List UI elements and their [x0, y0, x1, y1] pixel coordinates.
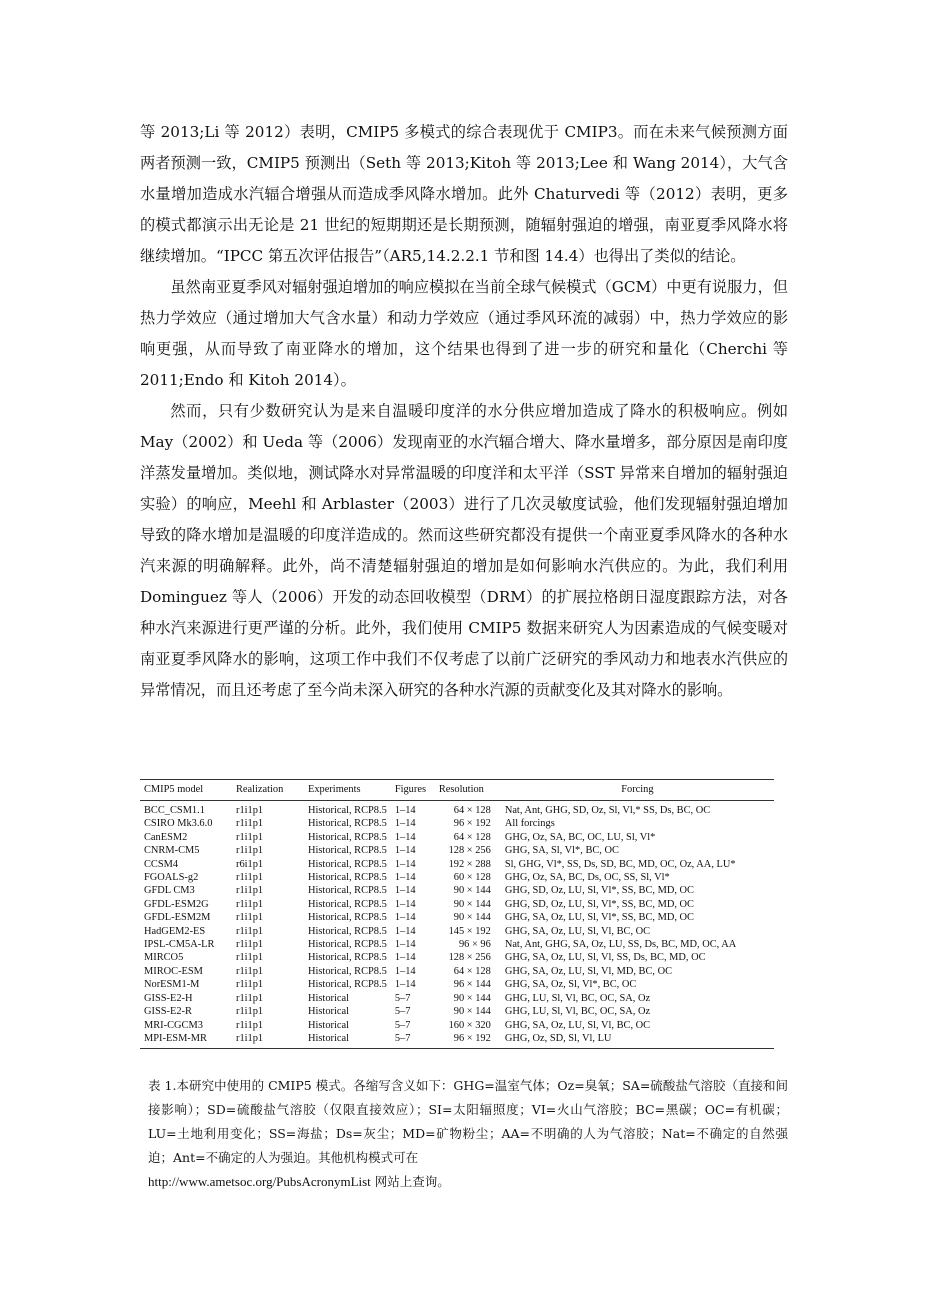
cell-model: HadGEM2-ES	[144, 925, 206, 937]
table-row	[140, 898, 774, 911]
cell-experiments: Historical	[308, 992, 349, 1004]
table-row	[140, 925, 774, 938]
cell-realization: r1i1p1	[236, 805, 264, 816]
cell-figures: 1–14	[394, 912, 416, 924]
cell-resolution: 60 × 128	[453, 872, 491, 884]
cell-realization: r1i1p1	[236, 992, 264, 1004]
header-cmip5-model: CMIP5 model	[140, 780, 232, 801]
cell-forcing: GHG, LU, Sl, Vl, BC, OC, SA, Oz	[504, 992, 651, 1004]
cell-figures: 1–14	[394, 805, 416, 816]
cell-figures: 5–7	[394, 1019, 411, 1031]
caption-url-suffix: 网站上查询。	[370, 1174, 450, 1189]
cell-realization: r1i1p1	[236, 885, 264, 897]
cell-forcing: Sl, GHG, Vl*, SS, Ds, SD, BC, MD, OC, Oz, AA, LU*	[504, 858, 736, 870]
cell-figures: 1–14	[394, 939, 416, 951]
cell-figures: 1–14	[394, 845, 416, 857]
cell-forcing: GHG, SA, Oz, LU, Sl, Vl, BC, OC	[504, 925, 651, 937]
cell-resolution: 192 × 288	[448, 858, 491, 870]
cell-resolution: 96 × 96	[458, 939, 491, 951]
cell-forcing: Nat, Ant, GHG, SA, Oz, LU, SS, Ds, BC, MD, OC, AA	[504, 939, 737, 951]
cell-forcing: GHG, SD, Oz, LU, Sl, Vl*, SS, BC, MD, OC	[504, 885, 694, 897]
cell-realization: r1i1p1	[236, 939, 264, 951]
cell-resolution: 64 × 128	[453, 805, 491, 816]
cell-model: FGOALS-g2	[144, 872, 199, 884]
cell-model: CanESM2	[144, 831, 188, 843]
header-resolution: Resolution	[435, 780, 501, 801]
table-body	[140, 801, 774, 1049]
cell-model: GISS-E2-H	[144, 992, 193, 1004]
cell-forcing: All forcings	[504, 818, 555, 830]
cell-model: GISS-E2-R	[144, 1006, 192, 1018]
cell-figures: 1–14	[394, 858, 416, 870]
cell-resolution: 96 × 192	[435, 1032, 501, 1049]
cell-figures: 1–14	[394, 898, 416, 910]
table-row	[140, 817, 774, 830]
cell-experiments: Historical, RCP8.5	[308, 952, 387, 964]
cell-realization: r1i1p1	[236, 925, 264, 937]
cell-model: MRI-CGCM3	[144, 1019, 203, 1031]
cell-resolution: 90 × 144	[453, 992, 491, 1004]
cell-model: MPI-ESM-MR	[140, 1032, 232, 1049]
cell-experiments: Historical, RCP8.5	[308, 872, 387, 884]
cell-forcing: GHG, SD, Oz, LU, Sl, Vl*, SS, BC, MD, OC	[504, 898, 694, 910]
table-row	[140, 951, 774, 964]
cell-experiments: Historical, RCP8.5	[308, 858, 387, 870]
cell-forcing: GHG, Oz, SA, BC, Ds, OC, SS, Sl, Vl*	[504, 872, 670, 884]
cell-resolution: 64 × 128	[453, 965, 491, 977]
cell-experiments: Historical, RCP8.5	[308, 979, 387, 991]
table-row	[140, 1005, 774, 1018]
cell-forcing: GHG, SA, Oz, Sl, Vl*, BC, OC	[504, 979, 637, 991]
cell-model: BCC_CSM1.1	[144, 805, 205, 816]
cell-model: GFDL-ESM2G	[144, 898, 209, 910]
cell-realization: r1i1p1	[236, 872, 264, 884]
cell-realization: r1i1p1	[236, 898, 264, 910]
table-row	[140, 884, 774, 897]
table-row	[140, 978, 774, 991]
cell-model: CSIRO Mk3.6.0	[144, 818, 213, 830]
cell-realization: r1i1p1	[236, 831, 264, 843]
cell-realization: r1i1p1	[236, 818, 264, 830]
cell-experiments: Historical, RCP8.5	[308, 831, 387, 843]
table-row	[140, 938, 774, 951]
cell-forcing: Nat, Ant, GHG, SD, Oz, Sl, Vl,* SS, Ds, BC, OC	[504, 805, 711, 816]
table-row	[140, 844, 774, 857]
cell-experiments: Historical, RCP8.5	[308, 912, 387, 924]
cell-realization: r1i1p1	[236, 912, 264, 924]
cell-resolution: 90 × 144	[453, 898, 491, 910]
cell-experiments: Historical	[294, 1032, 391, 1049]
cell-model: GFDL-ESM2M	[144, 912, 211, 924]
cell-experiments: Historical	[308, 1006, 349, 1018]
cell-resolution: 145 × 192	[448, 925, 491, 937]
cell-figures: 1–14	[394, 965, 416, 977]
table-row	[140, 1032, 774, 1049]
cell-experiments: Historical, RCP8.5	[308, 925, 387, 937]
cell-model: MIROC-ESM	[144, 965, 203, 977]
cell-experiments: Historical, RCP8.5	[308, 898, 387, 910]
header-figures: Figures	[391, 780, 435, 801]
cell-forcing: GHG, SA, Oz, LU, Sl, Vl, BC, OC	[504, 1019, 651, 1031]
paragraph-1: 等 2013;Li 等 2012）表明，CMIP5 多模式的综合表现优于 CMIP3。而在未来气候预测方面两者预测一致，CMIP5 预测出（Seth 等 2013;Kitoh 等 2013;Lee 和 Wang 2014），大气含水量增加造成水汽辐合增强从而造成季风降水增加。此外 Chaturvedi 等（2012）表明，更多的模式都演示出无论是 21 世纪的短期期还是长期预测，随辐射强迫的增强，南亚夏季风降水将继续增加。“IPCC 第五次评估报告”（AR5,14.2.2.1 节和图 14.4）也得出了类似的结论。	[140, 123, 788, 265]
cell-resolution: 96 × 144	[453, 979, 491, 991]
header-forcing: Forcing	[501, 780, 774, 801]
cell-realization: r1i1p1	[232, 1032, 294, 1049]
cell-realization: r1i1p1	[236, 979, 264, 991]
cell-resolution: 128 × 256	[448, 845, 491, 857]
cell-figures: 5–7	[394, 992, 411, 1004]
cell-resolution: 64 × 128	[453, 831, 491, 843]
cell-figures: 1–14	[394, 831, 416, 843]
cell-realization: r1i1p1	[236, 952, 264, 964]
cell-figures: 1–14	[394, 872, 416, 884]
cell-forcing: GHG, SA, Sl, Vl*, BC, OC	[504, 845, 619, 857]
header-experiments: Experiments	[294, 780, 391, 801]
cell-forcing: GHG, Oz, SD, Sl, Vl, LU	[501, 1032, 774, 1049]
cell-realization: r1i1p1	[236, 965, 264, 977]
table-caption	[148, 1074, 788, 1194]
cell-experiments: Historical, RCP8.5	[308, 818, 387, 830]
cell-resolution: 90 × 144	[453, 885, 491, 897]
cell-resolution: 96 × 192	[453, 818, 491, 830]
cmip5-models-table	[140, 779, 774, 1049]
cell-experiments: Historical, RCP8.5	[308, 805, 387, 816]
paragraph-2: 虽然南亚夏季风对辐射强迫增加的响应模拟在当前全球气候模式（GCM）中更有说服力，但热力学效应（通过增加大气含水量）和动力学效应（通过季风环流的减弱）中，热力学效应的影响更强，从而导致了南亚降水的增加，这个结果也得到了进一步的研究和量化（Cherchi 等 2011;Endo 和 Kitoh 2014）。	[140, 278, 788, 389]
cell-realization: r1i1p1	[236, 1006, 264, 1018]
table-row	[140, 911, 774, 924]
cell-resolution: 90 × 144	[453, 912, 491, 924]
table-row	[140, 858, 774, 871]
cell-model: IPSL-CM5A-LR	[144, 939, 215, 951]
cell-forcing: GHG, SA, Oz, LU, Sl, Vl, SS, Ds, BC, MD, OC	[504, 952, 706, 964]
cell-resolution: 90 × 144	[453, 1006, 491, 1018]
table-row	[140, 965, 774, 978]
cell-resolution: 160 × 320	[448, 1019, 491, 1031]
table-row	[140, 1019, 774, 1032]
cell-model: CNRM-CM5	[144, 845, 200, 857]
table-row	[140, 871, 774, 884]
cell-forcing: GHG, SA, Oz, LU, Sl, Vl, MD, BC, OC	[504, 965, 673, 977]
cell-figures: 1–14	[394, 885, 416, 897]
table-header-row	[140, 780, 774, 801]
cell-model: GFDL CM3	[144, 885, 195, 897]
cell-figures: 5–7	[391, 1032, 435, 1049]
cell-forcing: GHG, SA, Oz, LU, Sl, Vl*, SS, BC, MD, OC	[504, 912, 694, 924]
cell-experiments: Historical	[308, 1019, 349, 1031]
cell-experiments: Historical, RCP8.5	[308, 965, 387, 977]
cell-resolution: 128 × 256	[448, 952, 491, 964]
cell-figures: 1–14	[394, 952, 416, 964]
cell-experiments: Historical, RCP8.5	[308, 939, 387, 951]
cell-figures: 1–14	[394, 925, 416, 937]
table-row	[140, 831, 774, 844]
cell-figures: 1–14	[394, 818, 416, 830]
body-text	[140, 117, 788, 706]
cell-figures: 1–14	[394, 979, 416, 991]
cell-realization: r1i1p1	[236, 845, 264, 857]
cell-experiments: Historical, RCP8.5	[308, 885, 387, 897]
cell-realization: r6i1p1	[236, 858, 264, 870]
table-row	[140, 992, 774, 1005]
header-realization: Realization	[232, 780, 294, 801]
table-row	[140, 801, 774, 818]
caption-url: http://www.ametsoc.org/PubsAcronymList	[148, 1174, 371, 1189]
cell-experiments: Historical, RCP8.5	[308, 845, 387, 857]
cell-model: NorESM1-M	[144, 979, 200, 991]
cell-forcing: GHG, LU, Sl, Vl, BC, OC, SA, Oz	[504, 1006, 651, 1018]
cell-model: MIRCO5	[144, 952, 184, 964]
cell-forcing: GHG, Oz, SA, BC, OC, LU, Sl, Vl*	[504, 831, 656, 843]
cell-realization: r1i1p1	[236, 1019, 264, 1031]
caption-text: 表 1.本研究中使用的 CMIP5 模式。各缩写含义如下：GHG=温室气体；Oz=臭氧；SA=硫酸盐气溶胶（直接和间接影响）；SD=硫酸盐气溶胶（仅限直接效应）；SI=太阳辐照度；VI=火山气溶胶；BC=黑碳；OC=有机碳；LU=土地利用变化；SS=海盐；Ds=灰尘；MD=矿物粉尘；AA=不明确的人为气溶胶；Nat=不确定的自然强迫；Ant=不确定的人为强迫。其他机构模式可在	[148, 1078, 788, 1165]
cell-model: CCSM4	[144, 858, 179, 870]
cell-figures: 5–7	[394, 1006, 411, 1018]
paragraph-3: 然而，只有少数研究认为是来自温暖印度洋的水分供应增加造成了降水的积极响应。例如 May（2002）和 Ueda 等（2006）发现南亚的水汽辐合增大、降水量增多，部分原因是南印度洋蒸发量增加。类似地，测试降水对异常温暖的印度洋和太平洋（SST 异常来自增加的辐射强迫实验）的响应，Meehl 和 Arblaster（2003）进行了几次灵敏度试验，他们发现辐射强迫增加导致的降水增加是温暖的印度洋造成的。然而这些研究都没有提供一个南亚夏季风降水的各种水汽来源的明确解释。此外，尚不清楚辐射强迫的增加是如何影响水汽供应的。为此，我们利用 Dominguez 等人（2006）开发的动态回收模型（DRM）的扩展拉格朗日湿度跟踪方法，对各种水汽来源进行更严谨的分析。此外，我们使用 CMIP5 数据来研究人为因素造成的气候变暖对南亚夏季风降水的影响，这项工作中我们不仅考虑了以前广泛研究的季风动力和地表水汽供应的异常情况，而且还考虑了至今尚未深入研究的各种水汽源的贡献变化及其对降水的影响。	[140, 402, 788, 699]
